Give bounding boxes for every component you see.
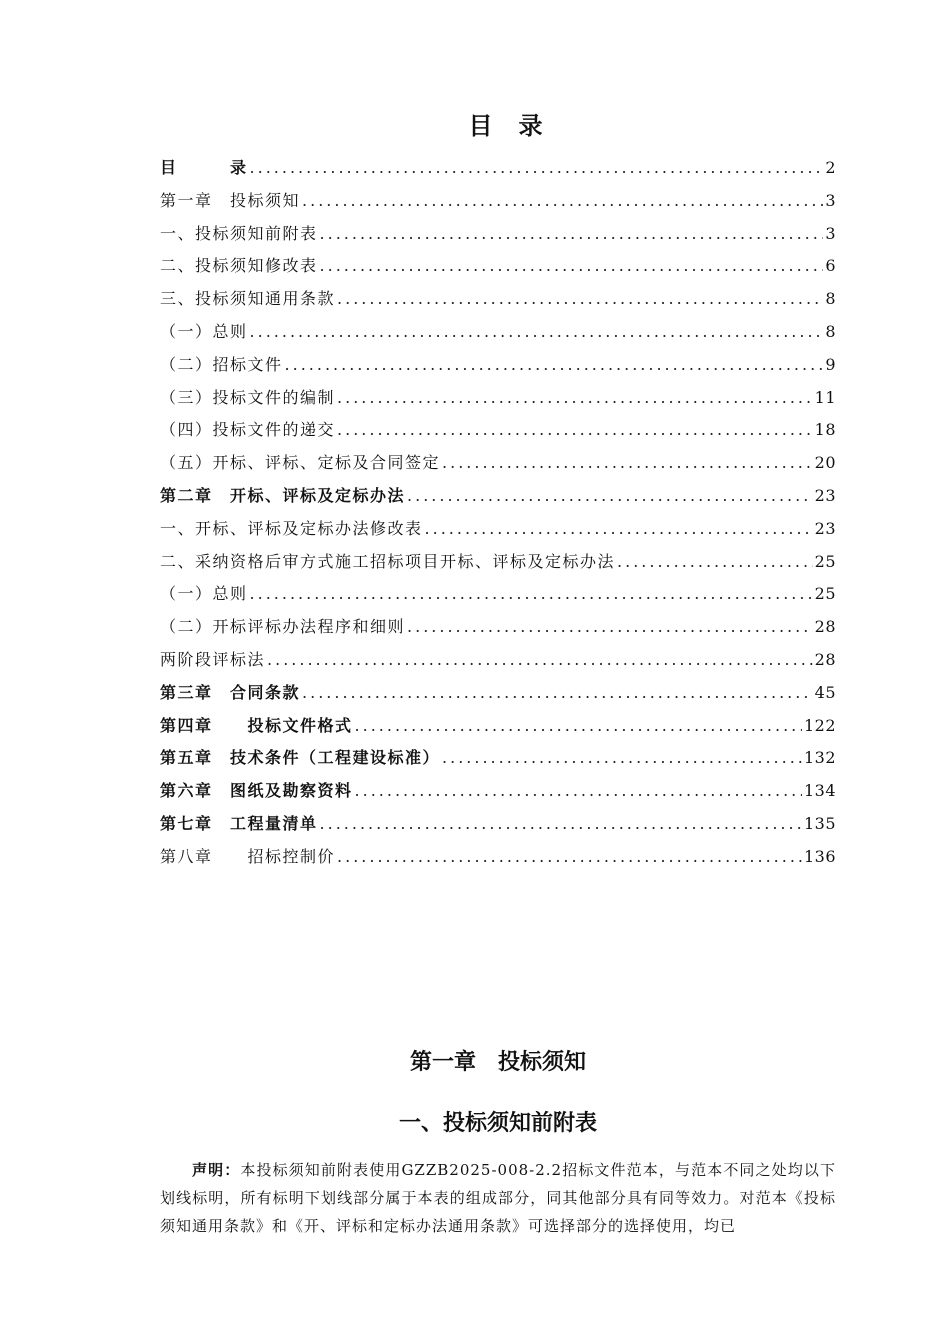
toc-entry-label: 一、开标、评标及定标办法修改表 xyxy=(160,518,423,538)
toc-entry-page: 20 xyxy=(814,453,836,473)
toc-entry-page: 28 xyxy=(814,649,836,669)
toc-entry[interactable] xyxy=(160,450,836,483)
toc-leader-dots xyxy=(250,322,824,341)
toc-entry-label: 第三章 合同条款 xyxy=(160,682,301,702)
toc-entry-label: （一）总则 xyxy=(160,321,248,341)
table-of-contents xyxy=(160,155,836,877)
toc-entry-label: 第七章 工程量清单 xyxy=(160,813,318,833)
toc-entry-label: （三）投标文件的编制 xyxy=(160,387,336,407)
toc-leader-dots xyxy=(337,388,813,407)
toc-entry[interactable] xyxy=(160,844,836,877)
toc-entry[interactable] xyxy=(160,221,836,254)
toc-entry[interactable] xyxy=(160,647,836,680)
toc-entry[interactable] xyxy=(160,188,836,221)
toc-leader-dots xyxy=(337,420,813,439)
toc-entry-page: 6 xyxy=(825,256,836,276)
toc-leader-dots xyxy=(407,617,813,636)
toc-entry-page: 11 xyxy=(814,387,836,407)
toc-entry-page: 135 xyxy=(803,813,836,833)
toc-leader-dots xyxy=(407,486,813,505)
toc-entry[interactable] xyxy=(160,680,836,713)
toc-entry-label: （五）开标、评标、定标及合同签定 xyxy=(160,453,441,473)
toc-entry-label: 两阶段评标法 xyxy=(160,649,266,669)
toc-leader-dots xyxy=(355,716,802,735)
toc-entry[interactable] xyxy=(160,483,836,516)
toc-entry-page: 9 xyxy=(825,354,836,374)
toc-entry[interactable] xyxy=(160,778,836,811)
toc-entry[interactable] xyxy=(160,417,836,450)
toc-leader-dots xyxy=(425,519,813,538)
toc-entry-label: （四）投标文件的递交 xyxy=(160,420,336,440)
toc-entry[interactable] xyxy=(160,319,836,352)
toc-entry[interactable] xyxy=(160,286,836,319)
toc-leader-dots xyxy=(617,552,813,571)
toc-leader-dots xyxy=(302,191,823,210)
toc-leader-dots xyxy=(250,584,813,603)
toc-entry[interactable] xyxy=(160,581,836,614)
toc-entry[interactable] xyxy=(160,155,836,188)
toc-leader-dots xyxy=(337,289,823,308)
toc-entry-label: 第一章 投标须知 xyxy=(160,190,301,210)
toc-entry-label: 二、采纳资格后审方式施工招标项目开标、评标及定标办法 xyxy=(160,551,616,571)
toc-entry[interactable] xyxy=(160,811,836,844)
toc-entry-label: 二、投标须知修改表 xyxy=(160,256,318,276)
section-title: 一、投标须知前附表 xyxy=(398,1110,597,1136)
toc-entry[interactable] xyxy=(160,516,836,549)
toc-entry[interactable] xyxy=(160,549,836,582)
toc-entry-label: 第八章 招标控制价 xyxy=(160,846,336,866)
toc-entry-label: 第四章 投标文件格式 xyxy=(160,715,353,735)
toc-entry-label: 三、投标须知通用条款 xyxy=(160,289,336,309)
toc-leader-dots xyxy=(320,224,824,243)
toc-entry-page: 136 xyxy=(803,846,836,866)
toc-entry-page: 45 xyxy=(814,682,836,702)
toc-leader-dots xyxy=(337,847,802,866)
toc-entry-page: 28 xyxy=(814,617,836,637)
toc-leader-dots xyxy=(285,355,824,374)
toc-entry-label: 一、投标须知前附表 xyxy=(160,223,318,243)
toc-entry-page: 2 xyxy=(825,158,836,177)
toc-entry-page: 18 xyxy=(814,420,836,440)
statement-paragraph xyxy=(160,1156,836,1240)
toc-leader-dots xyxy=(267,650,813,669)
chapter-title: 第一章 投标须知 xyxy=(409,1049,586,1075)
statement-text: 本投标须知前附表使用GZZB2025-008-2.2招标文件范本，与范本不同之处均以下划线标明，所有标明下划线部分属于本表的组成部分，同其他部分具有同等效力。对范本《投标须知通用条款》和《开、评标和定标办法通用条款》可选择部分的选择使用，均已 xyxy=(160,1161,836,1235)
toc-entry[interactable] xyxy=(160,745,836,778)
toc-entry-page: 25 xyxy=(814,551,836,571)
toc-entry-page: 132 xyxy=(803,748,836,768)
toc-entry[interactable] xyxy=(160,385,836,418)
toc-entry-page: 3 xyxy=(825,223,836,243)
toc-heading: 目 录 xyxy=(468,111,544,140)
toc-entry[interactable] xyxy=(160,352,836,385)
toc-entry-page: 23 xyxy=(814,518,836,538)
toc-entry-label: 目 录 xyxy=(160,158,248,177)
toc-entry-label: 第六章 图纸及勘察资料 xyxy=(160,781,353,801)
toc-leader-dots xyxy=(302,683,813,702)
toc-entry-page: 3 xyxy=(825,190,836,210)
toc-entry-page: 25 xyxy=(814,584,836,604)
toc-entry-page: 122 xyxy=(803,715,836,735)
toc-entry[interactable] xyxy=(160,713,836,746)
toc-entry-label: 第五章 技术条件（工程建设标准） xyxy=(160,748,441,768)
toc-leader-dots xyxy=(442,453,813,472)
toc-entry-page: 8 xyxy=(825,321,836,341)
toc-entry-label: 第二章 开标、评标及定标办法 xyxy=(160,485,406,505)
toc-leader-dots xyxy=(442,748,802,767)
statement-lead: 声明： xyxy=(192,1161,241,1179)
toc-entry-page: 8 xyxy=(825,289,836,309)
toc-entry-label: （一）总则 xyxy=(160,584,248,604)
toc-entry[interactable] xyxy=(160,614,836,647)
toc-leader-dots xyxy=(250,158,824,177)
toc-leader-dots xyxy=(355,781,802,800)
toc-entry-page: 23 xyxy=(814,485,836,505)
toc-entry-page: 134 xyxy=(803,781,836,801)
toc-leader-dots xyxy=(320,814,802,833)
toc-entry-label: （二）开标评标办法程序和细则 xyxy=(160,617,406,637)
toc-entry[interactable] xyxy=(160,253,836,286)
toc-entry-label: （二）招标文件 xyxy=(160,354,283,374)
toc-leader-dots xyxy=(320,256,824,275)
